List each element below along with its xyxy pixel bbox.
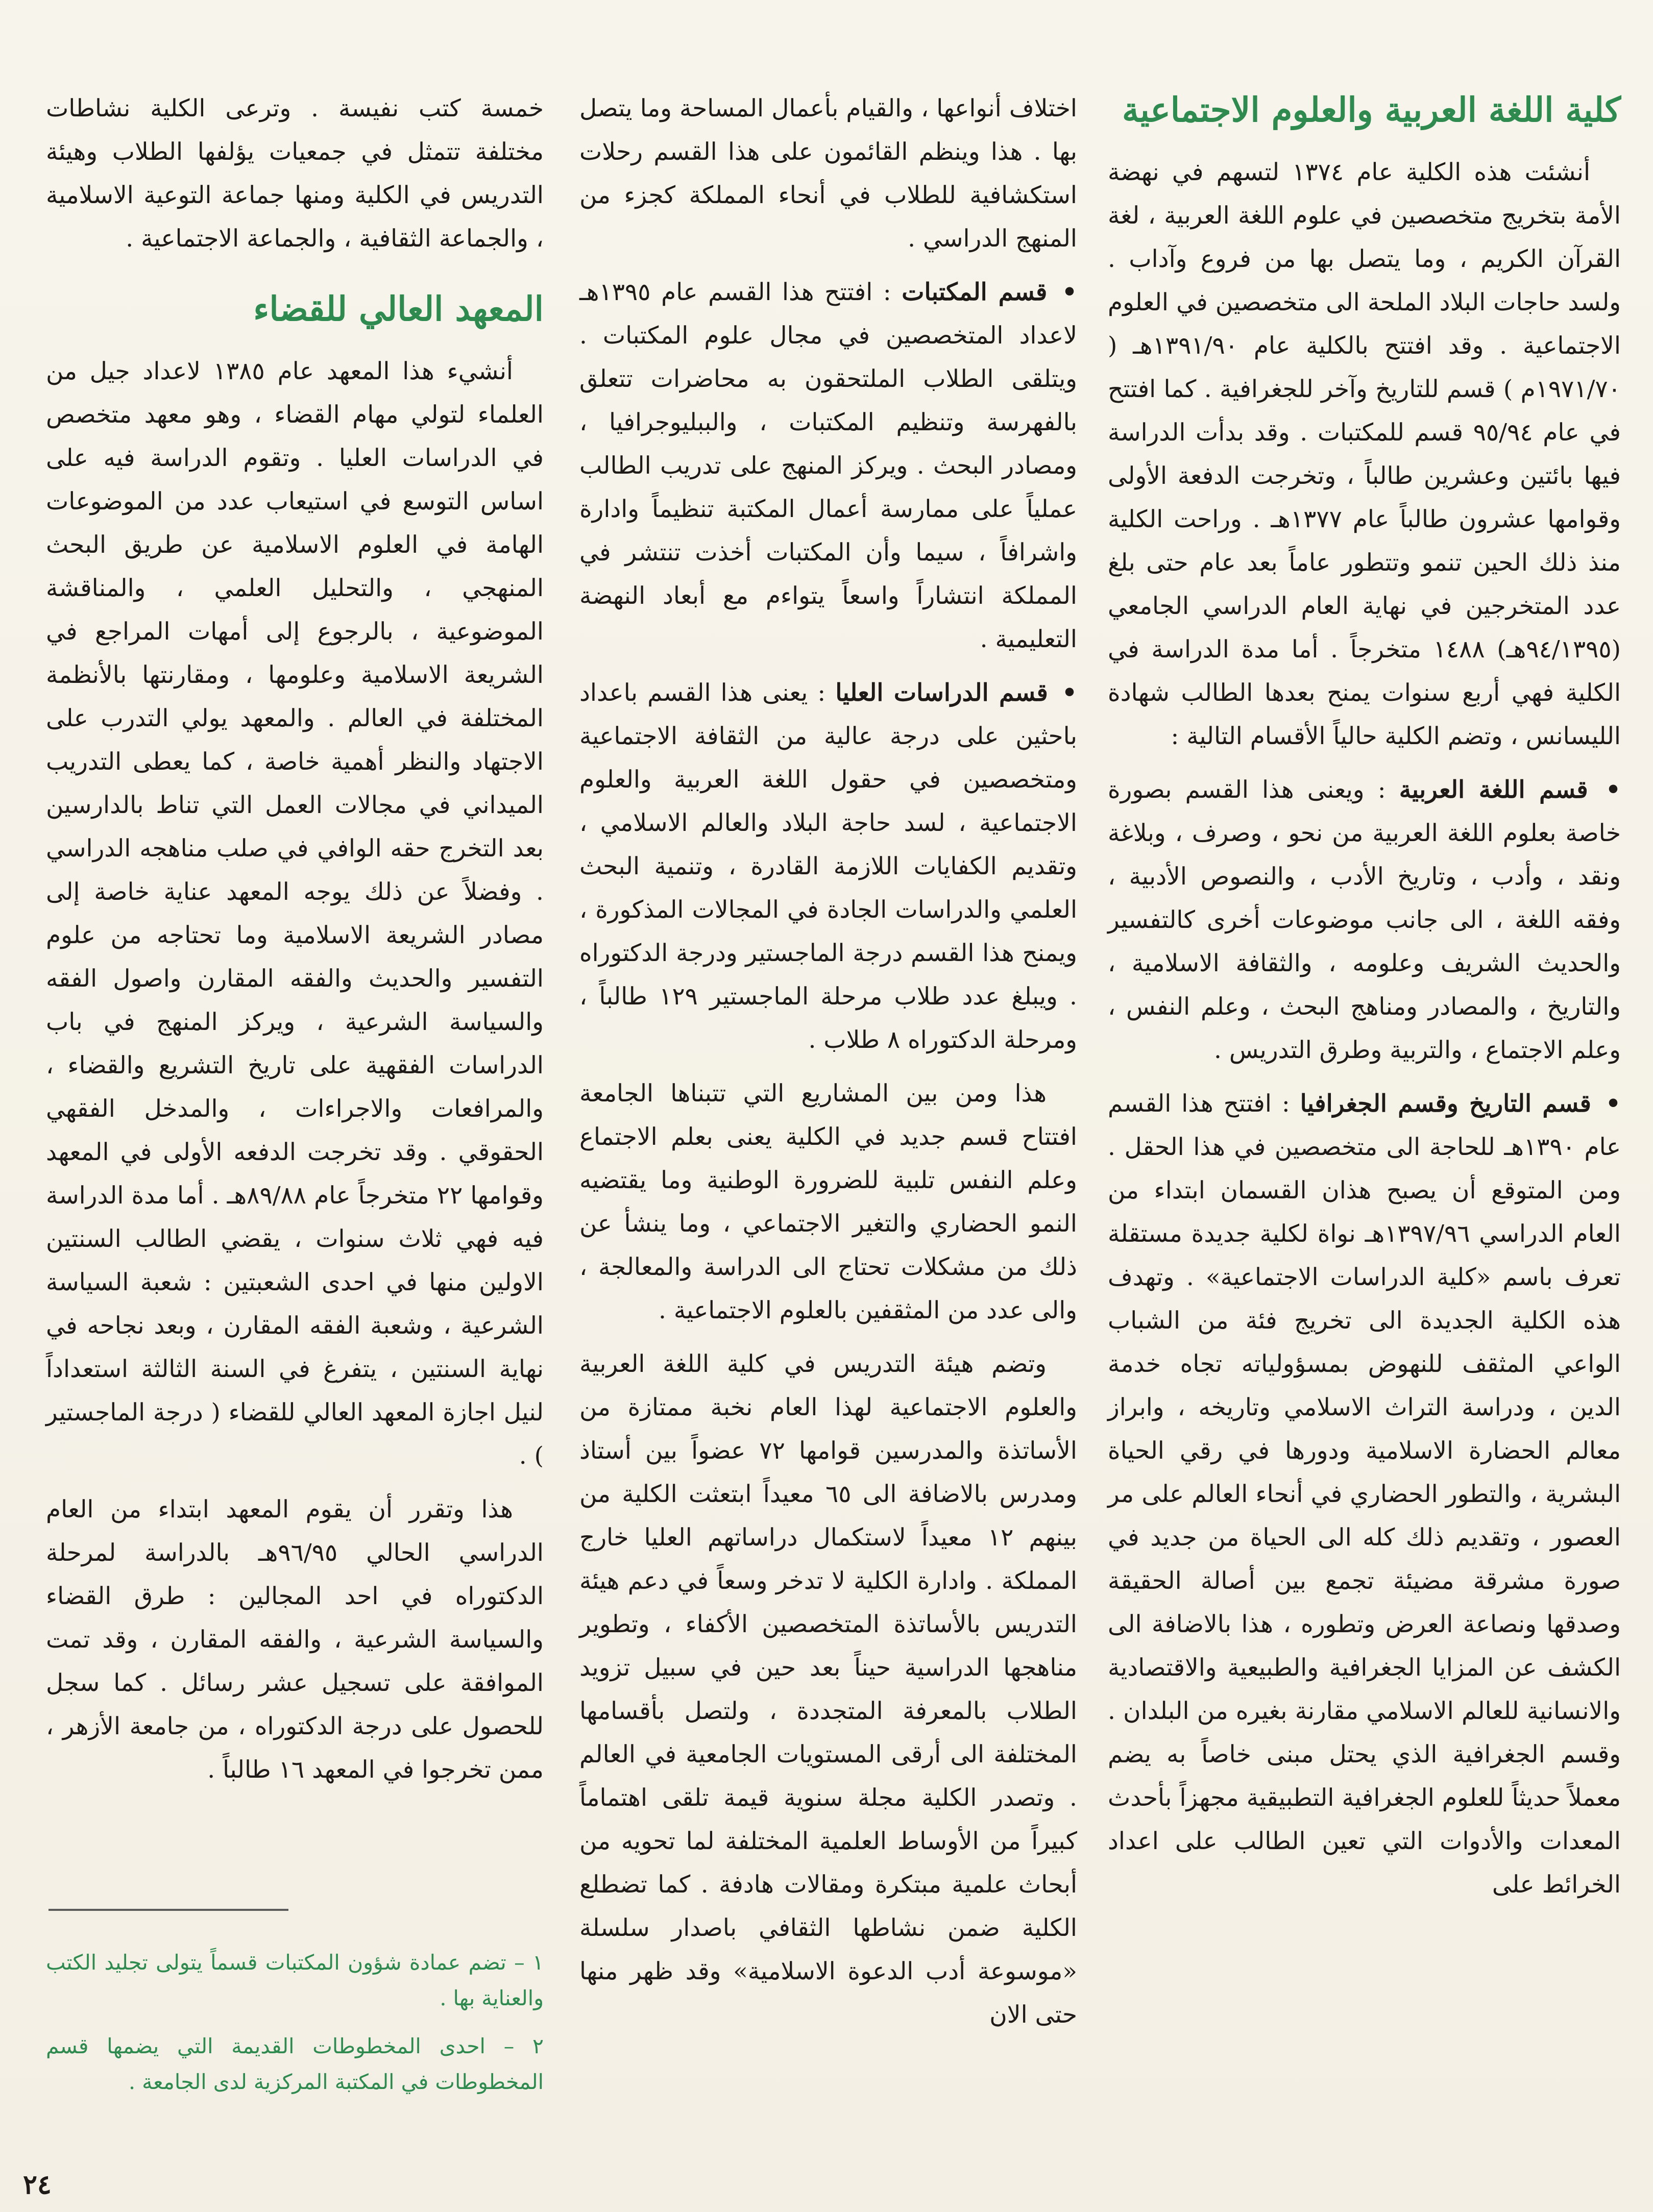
middle-column bbox=[579, 87, 1077, 2047]
college-intro-paragraph: أنشئت هذه الكلية عام ١٣٧٤ لتسهم في نهضة الأمة بتخريج متخصصين في علوم اللغة العربية ، لغة القرآن الكريم ، وما يتصل بها من فروع وآداب . ولسد حاجات البلاد الملحة الى متخصصين في العلوم الاجتماعية . وقد افتتح بالكلية عام ١٣٩١/٩٠هـ ( ١٩٧١/٧٠م ) قسم للتاريخ وآخر للجغرافية . كما افتتح في عام ٩٥/٩٤ قسم للمكتبات . وقد بدأت الدراسة فيها بائتين وعشرين طالباً ، وتخرجت الدفعة الأولى وقوامها عشرون طالباً عام ١٣٧٧هـ . وراحت الكلية منذ ذلك الحين تنمو وتتطور عاماً بعد عام حتى بلغ عدد المتخرجين في نهاية العام الدراسي الجامعي (٩٤/١٣٩٥هـ) ١٤٨٨ متخرجاً . أما مدة الدراسة في الكلية فهي أربع سنوات يمنح بعدها الطالب شهادة الليسانس ، وتضم الكلية حالياً الأقسام التالية : bbox=[1108, 158, 1621, 750]
libraries-dept-text: : افتتح هذا القسم عام ١٣٩٥هـ لاعداد المتخصصين في مجال علوم المكتبات . ويتلقى الطلاب الملتحقون به محاضرات تتعلق بالفهرسة وتنظيم المكتبات ، والببليوجرافيا ، ومصادر البحث . ويركز المنهج على تدريب الطالب عملياً على ممارسة أعمال المكتبة تنظيماً وادارة واشرافاً ، سيما وأن المكتبات أخذت تنتشر في المملكة انتشاراً واسعاً يتواءم مع أبعاد النهضة التعليمية . bbox=[579, 278, 1077, 653]
footnote-2: ٢ – احدى المخطوطات القديمة التي يضمها قسم المخطوطات في المكتبة المركزية لدى الجامعة . bbox=[46, 2034, 544, 2094]
institute-heading: المعهد العالي للقضاء bbox=[253, 289, 544, 329]
bullet-icon: • bbox=[1605, 1090, 1621, 1118]
activities-continuation-paragraph: خمسة كتب نفيسة . وترعى الكلية نشاطات مختلفة تتمثل في جمعيات يؤلفها الطلاب وهيئة التدريس في الكلية ومنها جماعة التوعية الاسلامية ، والجماعة الثقافية ، والجماعة الاجتماعية . bbox=[46, 94, 544, 253]
footnote-1: ١ – تضم عمادة شؤون المكتبات قسماً يتولى تجليد الكتب والعناية بها . bbox=[46, 1950, 544, 2010]
left-column bbox=[46, 87, 544, 1802]
libraries-dept-paragraph bbox=[579, 271, 1077, 661]
college-heading: كلية اللغة العربية والعلوم الاجتماعية bbox=[1122, 90, 1621, 130]
graduate-dept-text: : يعنى هذا القسم باعداد باحثين على درجة عالية من الثقافة الاجتماعية ومتخصصين في حقول اللغة العربية والعلوم الاجتماعية ، لسد حاجة البلاد والعالم الاسلامي ، وتقديم الكفايات اللازمة القادرة ، وتنمية البحث العلمي والدراسات الجادة في المجالات المذكورة ، ويمنح هذا القسم درجة الماجستير ودرجة الدكتوراه . ويبلغ عدد طلاب مرحلة الماجستير ١٢٩ طالباً ، ومرحلة الدكتوراه ٨ طلاب . bbox=[579, 679, 1077, 1054]
footnotes bbox=[46, 1945, 544, 2112]
faculty-paragraph: وتضم هيئة التدريس في كلية اللغة العربية والعلوم الاجتماعية لهذا العام نخبة ممتازة من الأساتذة والمدرسين قوامها ٧٢ عضواً بين أستاذ ومدرس بالاضافة الى ٦٥ معيداً ابتعثت الكلية من بينهم ١٢ معيداً لاستكمال دراساتهم العليا خارج المملكة . وادارة الكلية لا تدخر وسعاً في دعم هيئة التدريس بالأساتذة المتخصصين الأكفاء ، وتطوير مناهجها الدراسية حيناً بعد حين في سبيل تزويد الطلاب بالمعرفة المتجددة ، ولتصل بأقسامها المختلفة الى أرقى المستويات الجامعية في العالم . وتصدر الكلية مجلة سنوية قيمة تلقى اهتماماً كبيراً من الأوساط العلمية المختلفة لما تحويه من أبحاث علمية مبتكرة ومقالات هادفة . كما تضطلع الكلية ضمن نشاطها الثقافي باصدار سلسلة «موسوعة أدب الدعوة الاسلامية» وقد ظهر منها حتى الان bbox=[579, 1350, 1078, 2029]
footnote-divider bbox=[48, 1909, 288, 1911]
right-column bbox=[1108, 89, 1621, 1916]
doctorate-paragraph: هذا وتقرر أن يقوم المعهد ابتداء من العام الدراسي الحالي ٩٦/٩٥هـ بالدراسة لمرحلة الدكتوراه في احد المجالين : طرق القضاء والسياسة الشرعية ، والفقه المقارن ، وقد تمت الموافقة على تسجيل عشر رسائل . كما سجل للحصول على درجة الدكتوراه ، من جامعة الأزهر ، ممن تخرجوا في المعهد ١٦ طالباً . bbox=[46, 1495, 544, 1784]
arabic-dept-paragraph bbox=[1108, 768, 1621, 1072]
arabic-dept-title: قسم اللغة العربية bbox=[1399, 776, 1588, 804]
history-dept-text: : افتتح هذا القسم عام ١٣٩٠هـ للحاجة الى متخصصين في هذا الحقل . ومن المتوقع أن يصبح هذان القسمان ابتداء من العام الدراسي ١٣٩٧/٩٦هـ نواة لكلية جديدة مستقلة تعرف باسم «كلية الدراسات الاجتماعية» . وتهدف هذه الكلية الجديدة الى تخريج فئة من الشباب الواعي المثقف للنهوض بمسؤولياته تجاه خدمة الدين ، ودراسة التراث الاسلامي وتاريخه ، وابراز معالم الحضارة الاسلامية ودورها في رقي الحياة البشرية ، والتطور الحضاري في أنحاء العالم على مر العصور ، وتقديم ذلك كله الى الحياة من جديد في صورة مشرقة مضيئة تجمع بين أصالة الحقيقة وصدقها ونصاعة العرض وتطوره ، هذا بالاضافة الى الكشف عن المزايا الجغرافية والطبيعية والاقتصادية والانسانية للعالم الاسلامي مقارنة بغيره من البلدان . وقسم الجغرافية الذي يحتل مبنى خاصاً به يضم معملاً حديثاً للعلوم الجغرافية التطبيقية مجهزاً بأحدث المعدات والأدوات التي تعين الطالب على اعداد الخرائط على bbox=[1108, 1090, 1621, 1899]
bullet-icon: • bbox=[1605, 776, 1621, 804]
graduate-dept-paragraph bbox=[579, 671, 1077, 1062]
bullet-icon: • bbox=[1061, 679, 1077, 707]
bullet-icon: • bbox=[1061, 278, 1077, 306]
page-number: ٢٤ bbox=[23, 2169, 52, 2200]
history-dept-paragraph bbox=[1108, 1082, 1621, 1906]
graduate-dept-title: قسم الدراسات العليا bbox=[835, 679, 1048, 707]
history-dept-title: قسم التاريخ وقسم الجغرافيا bbox=[1300, 1090, 1592, 1118]
geography-continuation-paragraph: اختلاف أنواعها ، والقيام بأعمال المساحة وما يتصل بها . هذا وينظم القائمون على هذا القسم رحلات استكشافية للطلاب في أنحاء المملكة كجزء من المنهج الدراسي . bbox=[579, 94, 1077, 253]
new-dept-paragraph: هذا ومن بين المشاريع التي تتبناها الجامعة افتتاح قسم جديد في الكلية يعنى بعلم الاجتماع وعلم النفس تلبية للضرورة الوطنية وما يقتضيه النمو الحضاري والتغير الاجتماعي ، وما ينشأ عن ذلك من مشكلات تحتاج الى الدراسة والمعالجة ، والى عدد من المثقفين بالعلوم الاجتماعية . bbox=[579, 1079, 1077, 1324]
arabic-dept-text: : ويعنى هذا القسم بصورة خاصة بعلوم اللغة العربية من نحو ، وصرف ، وبلاغة ونقد ، وأدب ، وتاريخ الأدب ، والنصوص الأدبية ، وفقه اللغة ، الى جانب موضوعات أخرى كالتفسير والحديث الشريف وعلومه ، والثقافة الاسلامية ، والتاريخ ، والمصادر ومناهج البحث ، وعلم النفس ، وعلم الاجتماع ، والتربية وطرق التدريس . bbox=[1108, 776, 1621, 1064]
institute-paragraph: أنشيء هذا المعهد عام ١٣٨٥ لاعداد جيل من العلماء لتولي مهام القضاء ، وهو معهد متخصص في الدراسات العليا . وتقوم الدراسة فيه على اساس التوسع في استيعاب عدد من الموضوعات الهامة في العلوم الاسلامية عن طريق البحث المنهجي ، والتحليل العلمي ، والمناقشة الموضوعية ، بالرجوع إلى أمهات المراجع في الشريعة الاسلامية وعلومها ، ومقارنتها بالأنظمة المختلفة في العالم . والمعهد يولي التدرب على الاجتهاد والنظر أهمية خاصة ، كما يعطى التدريب الميداني في مجالات العمل التي تناط بالدارسين بعد التخرج حقه الوافي في صلب مناهجه الدراسي . وفضلاً عن ذلك يوجه المعهد عناية خاصة إلى مصادر الشريعة الاسلامية وما تحتاجه من علوم التفسير والحديث والفقه المقارن واصول الفقه والسياسة الشرعية ، ويركز المنهج في باب الدراسات الفقهية على تاريخ التشريع والقضاء ، والمرافعات والاجراءات ، والمدخل الفقهي الحقوقي . وقد تخرجت الدفعه الأولى في المعهد وقوامها ٢٢ متخرجاً عام ٨٩/٨٨هـ . أما مدة الدراسة فيه فهي ثلاث سنوات ، يقضي الطالب السنتين الاولين منها في احدى الشعبتين : شعبة السياسة الشرعية ، وشعبة الفقه المقارن ، وبعد نجاحه في نهاية السنتين ، يتفرغ في السنة الثالثة استعداداً لنيل اجازة المعهد العالي للقضاء ( درجة الماجستير ) . bbox=[46, 357, 544, 1470]
libraries-dept-title: قسم المكتبات bbox=[902, 278, 1048, 306]
